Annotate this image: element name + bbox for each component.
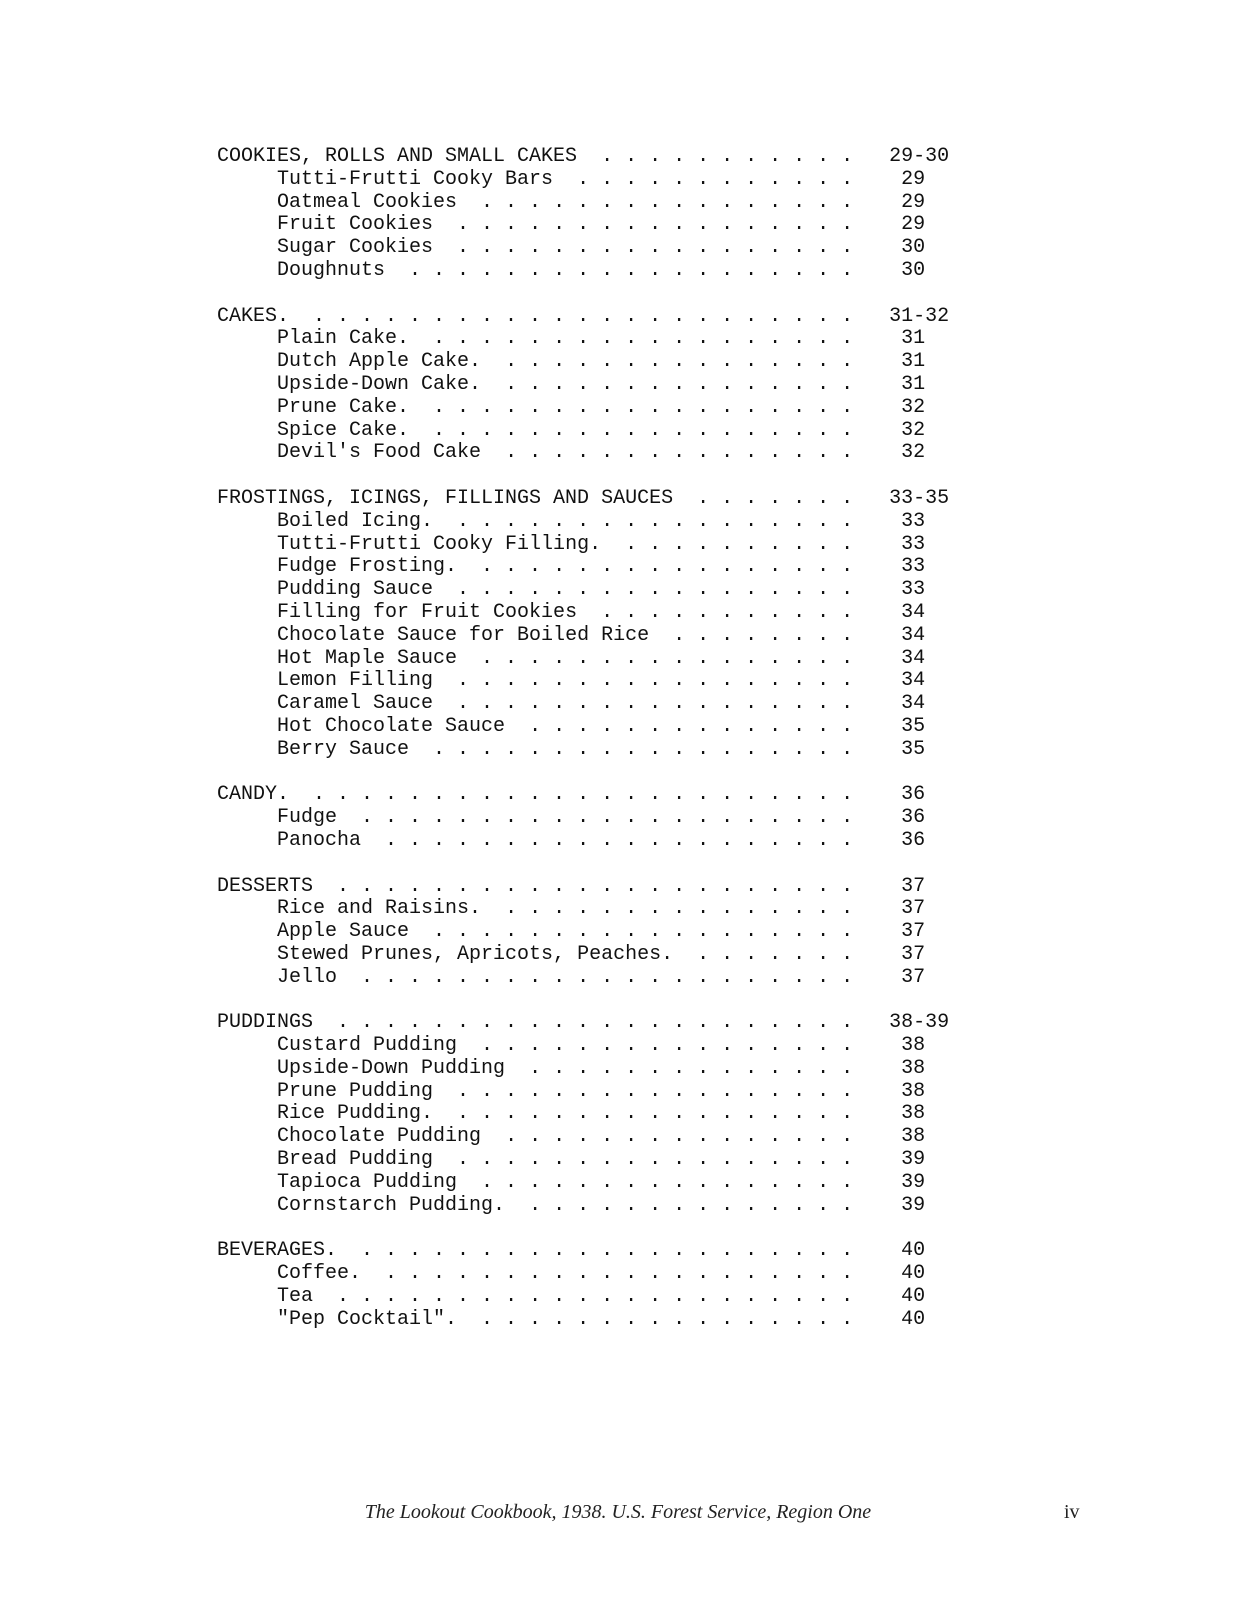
toc-item (217, 374, 1017, 397)
dot-leader: . . . . . . . . . . . . . . . . . (433, 1102, 890, 1126)
toc-item-page: 31 (901, 372, 926, 396)
toc-item (217, 1149, 1017, 1172)
toc-item (217, 1263, 1017, 1286)
toc-item-title: Dutch Apple Cake. (277, 350, 482, 374)
dot-leader: . . . . . . . . . . . . . . . . . . (409, 737, 890, 761)
dot-leader: . . . . . . . . . . . . . . . . . . . . . (337, 965, 890, 989)
toc-item (217, 602, 1017, 625)
toc-item-title: Fudge (277, 806, 338, 830)
toc-item-page: 37 (901, 897, 926, 921)
toc-item (217, 1103, 1017, 1126)
toc-item (217, 693, 1017, 716)
toc-item (217, 1172, 1017, 1195)
toc-section-page: 36 (901, 783, 926, 807)
toc-item (217, 944, 1017, 967)
toc-item-page: 29 (901, 167, 926, 191)
toc-item (217, 169, 1017, 192)
toc-item-page: 34 (901, 600, 926, 624)
toc-item-page: 35 (901, 714, 926, 738)
toc-item-title: Rice Pudding. (277, 1102, 434, 1126)
toc-item-page: 34 (901, 623, 926, 647)
toc-item-title: Chocolate Pudding (277, 1125, 482, 1149)
toc-item-page: 29 (901, 190, 926, 214)
section-gap (217, 1217, 1017, 1240)
dot-leader: . . . . . . . . . . . . . . . . . . . . . . (313, 874, 890, 898)
section-gap (217, 465, 1017, 488)
toc-item-page: 33 (901, 555, 926, 579)
dot-leader: . . . . . . . . . . . . . . (505, 714, 890, 738)
toc-item (217, 739, 1017, 762)
toc-item-page: 36 (901, 806, 926, 830)
toc-section-page: 38-39 (889, 1011, 950, 1035)
toc-section-title: BEVERAGES. (217, 1239, 338, 1263)
toc-item (217, 1058, 1017, 1081)
toc-item-title: Stewed Prunes, Apricots, Peaches. (277, 942, 674, 966)
dot-leader: . . . . . . . . . . . . . . . . . . (409, 920, 890, 944)
dot-leader: . . . . . . . . . . . . . . . . . . . . . . (313, 1011, 890, 1035)
dot-leader: . . . . . . . . . . . . . . . . . . . . . . . (289, 783, 890, 807)
dot-leader: . . . . . . . . . . . . . . (505, 1193, 890, 1217)
toc-item-page: 39 (901, 1148, 926, 1172)
dot-leader: . . . . . . . . . . . . . . . . . . . . . (337, 1239, 890, 1263)
toc-item (217, 442, 1017, 465)
toc-section (217, 488, 1017, 511)
toc-item (217, 921, 1017, 944)
toc-item (217, 351, 1017, 374)
dot-leader: . . . . . . . . . . . . . . . . (457, 1307, 890, 1331)
toc-item (217, 830, 1017, 853)
toc-item-title: Doughnuts (277, 258, 386, 282)
toc-item (217, 716, 1017, 739)
toc-item-title: Chocolate Sauce for Boiled Rice (277, 623, 650, 647)
toc-item-title: Filling for Fruit Cookies (277, 600, 578, 624)
toc-item (217, 807, 1017, 830)
dot-leader: . . . . . . . . . . . . . . . . . (433, 1148, 890, 1172)
toc-item-title: Rice and Raisins. (277, 897, 482, 921)
toc-item (217, 534, 1017, 557)
dot-leader: . . . . . . . . . . . . . . . . . (433, 1079, 890, 1103)
toc-item-title: "Pep Cocktail". (277, 1307, 458, 1331)
toc-item-page: 37 (901, 942, 926, 966)
dot-leader: . . . . . . . . . . . . . . (505, 1056, 890, 1080)
toc-item-page: 40 (901, 1284, 926, 1308)
dot-leader: . . . . . . . . . . . . . . . . . (433, 509, 890, 533)
dot-leader: . . . . . . . . . . . . . . . (481, 1125, 890, 1149)
toc-item (217, 260, 1017, 283)
toc-item (217, 1081, 1017, 1104)
toc-item-page: 33 (901, 532, 926, 556)
toc-item-title: Upside-Down Cake. (277, 372, 482, 396)
toc-item-page: 31 (901, 327, 926, 351)
toc-section-title: DESSERTS (217, 874, 314, 898)
toc-item-title: Lemon Filling (277, 669, 434, 693)
dot-leader: . . . . . . . . . . . . . . . . . . (409, 418, 890, 442)
page-number: iv (1064, 1501, 1080, 1523)
dot-leader: . . . . . . . . . . . . . . . . . (433, 213, 890, 237)
dot-leader: . . . . . . . . . . . . . . . (481, 441, 890, 465)
toc-section (217, 784, 1017, 807)
toc-item-title: Apple Sauce (277, 920, 410, 944)
dot-leader: . . . . . . . . . . . . . . . (481, 372, 890, 396)
section-gap (217, 283, 1017, 306)
toc-item (217, 397, 1017, 420)
toc-section (217, 876, 1017, 899)
toc-section (217, 1012, 1017, 1035)
toc-item-page: 34 (901, 669, 926, 693)
toc-item-title: Custard Pudding (277, 1034, 458, 1058)
toc-item (217, 967, 1017, 990)
toc-section-title: CANDY. (217, 783, 290, 807)
toc-section (217, 306, 1017, 329)
section-gap (217, 762, 1017, 785)
dot-leader: . . . . . . . . . . . . . . . . (457, 1170, 890, 1194)
section-gap (217, 853, 1017, 876)
toc-item-title: Caramel Sauce (277, 692, 434, 716)
dot-leader: . . . . . . . . . . . . . . . . . (433, 236, 890, 260)
toc-item-title: Tea (277, 1284, 314, 1308)
toc-item-page: 38 (901, 1056, 926, 1080)
toc-item-title: Oatmeal Cookies (277, 190, 458, 214)
toc-item (217, 898, 1017, 921)
toc-item-page: 32 (901, 441, 926, 465)
toc-item-page: 39 (901, 1170, 926, 1194)
toc-section (217, 1240, 1017, 1263)
toc-item-title: Cornstarch Pudding. (277, 1193, 506, 1217)
toc-item-page: 35 (901, 737, 926, 761)
dot-leader: . . . . . . . . . . . . . . . . . . . . (361, 828, 890, 852)
toc-item-page: 38 (901, 1034, 926, 1058)
toc-item (217, 1195, 1017, 1218)
dot-leader: . . . . . . . . . . . . (553, 167, 890, 191)
dot-leader: . . . . . . . . . . . . . . . . . . . (385, 258, 890, 282)
dot-leader: . . . . . . . . (649, 623, 890, 647)
toc-section-title: PUDDINGS (217, 1011, 314, 1035)
toc-item-title: Fruit Cookies (277, 213, 434, 237)
toc-item-title: Pudding Sauce (277, 578, 434, 602)
toc-item-title: Tutti-Frutti Cooky Filling. (277, 532, 602, 556)
toc-item-page: 32 (901, 395, 926, 419)
dot-leader: . . . . . . . . . . . . . . . . . (433, 692, 890, 716)
toc-item-title: Panocha (277, 828, 362, 852)
toc-section (217, 146, 1017, 169)
dot-leader: . . . . . . . . . . . (577, 145, 890, 168)
toc-item-page: 29 (901, 213, 926, 237)
dot-leader: . . . . . . . . . . . . . . . . (457, 190, 890, 214)
dot-leader: . . . . . . . . . . . . . . . (481, 350, 890, 374)
dot-leader: . . . . . . . . . . . . . . . . (457, 555, 890, 579)
toc-item-page: 32 (901, 418, 926, 442)
toc-item-page: 39 (901, 1193, 926, 1217)
dot-leader: . . . . . . . . . . . . . . . . . (433, 578, 890, 602)
toc-item (217, 1035, 1017, 1058)
toc-item-page: 37 (901, 965, 926, 989)
dot-leader: . . . . . . . . . . . . . . . . . . . . . . . (289, 304, 890, 328)
toc-item-title: Coffee. (277, 1262, 362, 1286)
toc-item (217, 625, 1017, 648)
dot-leader: . . . . . . . . . . . . . . . . . . (409, 395, 890, 419)
toc-item-title: Devil's Food Cake (277, 441, 482, 465)
dot-leader: . . . . . . . . . . . . . . . . . . . . . (337, 806, 890, 830)
dot-leader: . . . . . . . . . . . . . . . . . . . . (361, 1262, 890, 1286)
toc-item (217, 192, 1017, 215)
dot-leader: . . . . . . . . . . (601, 532, 890, 556)
toc-item (217, 1309, 1017, 1332)
dot-leader: . . . . . . . . . . . . . . . (481, 897, 890, 921)
toc-section-page: 40 (901, 1239, 926, 1263)
toc-section-title: FROSTINGS, ICINGS, FILLINGS AND SAUCES (217, 486, 674, 510)
toc-section-title: CAKES. (217, 304, 290, 328)
toc-item-title: Plain Cake. (277, 327, 410, 351)
toc-item-title: Fudge Frosting. (277, 555, 458, 579)
toc-item-page: 31 (901, 350, 926, 374)
section-gap (217, 989, 1017, 1012)
table-of-contents (217, 146, 1017, 1331)
toc-item-title: Jello (277, 965, 338, 989)
toc-item-page: 38 (901, 1079, 926, 1103)
dot-leader: . . . . . . . . . . . . . . . . . (433, 669, 890, 693)
toc-item-page: 38 (901, 1125, 926, 1149)
dot-leader: . . . . . . . . . . . . . . . . . . . . . . (313, 1284, 890, 1308)
toc-item-page: 34 (901, 692, 926, 716)
toc-section-page: 31-32 (889, 304, 950, 328)
dot-leader: . . . . . . . . . . . (577, 600, 890, 624)
toc-item-title: Sugar Cookies (277, 236, 434, 260)
footer-title: The Lookout Cookbook, 1938. U.S. Forest Service, Region One (364, 1501, 872, 1523)
dot-leader: . . . . . . . (673, 486, 890, 510)
toc-item-page: 40 (901, 1262, 926, 1286)
toc-item-page: 37 (901, 920, 926, 944)
dot-leader: . . . . . . . (673, 942, 890, 966)
dot-leader: . . . . . . . . . . . . . . . . . . (409, 327, 890, 351)
toc-item (217, 556, 1017, 579)
toc-item-page: 34 (901, 646, 926, 670)
toc-item-title: Hot Chocolate Sauce (277, 714, 506, 738)
toc-item (217, 328, 1017, 351)
toc-item-page: 30 (901, 236, 926, 260)
toc-item (217, 214, 1017, 237)
toc-item-title: Hot Maple Sauce (277, 646, 458, 670)
dot-leader: . . . . . . . . . . . . . . . . (457, 646, 890, 670)
toc-item-title: Berry Sauce (277, 737, 410, 761)
toc-item (217, 670, 1017, 693)
toc-item-page: 30 (901, 258, 926, 282)
toc-item (217, 511, 1017, 534)
toc-item-page: 33 (901, 509, 926, 533)
toc-item (217, 420, 1017, 443)
toc-item (217, 1286, 1017, 1309)
toc-item-page: 40 (901, 1307, 926, 1331)
toc-item-title: Prune Pudding (277, 1079, 434, 1103)
toc-item (217, 1126, 1017, 1149)
toc-item-title: Upside-Down Pudding (277, 1056, 506, 1080)
toc-item-title: Prune Cake. (277, 395, 410, 419)
toc-item (217, 648, 1017, 671)
toc-item-page: 36 (901, 828, 926, 852)
toc-item (217, 579, 1017, 602)
toc-section-title: COOKIES, ROLLS AND SMALL CAKES (217, 145, 578, 168)
toc-item-title: Tutti-Frutti Cooky Bars (277, 167, 554, 191)
toc-section-page: 33-35 (889, 486, 950, 510)
toc-item-title: Spice Cake. (277, 418, 410, 442)
toc-item-title: Bread Pudding (277, 1148, 434, 1172)
toc-item-title: Boiled Icing. (277, 509, 434, 533)
dot-leader: . . . . . . . . . . . . . . . . (457, 1034, 890, 1058)
toc-item-page: 38 (901, 1102, 926, 1126)
toc-item-page: 33 (901, 578, 926, 602)
toc-item-title: Tapioca Pudding (277, 1170, 458, 1194)
toc-item (217, 237, 1017, 260)
toc-section-page: 37 (901, 874, 926, 898)
toc-section-page: 29-30 (889, 145, 950, 168)
